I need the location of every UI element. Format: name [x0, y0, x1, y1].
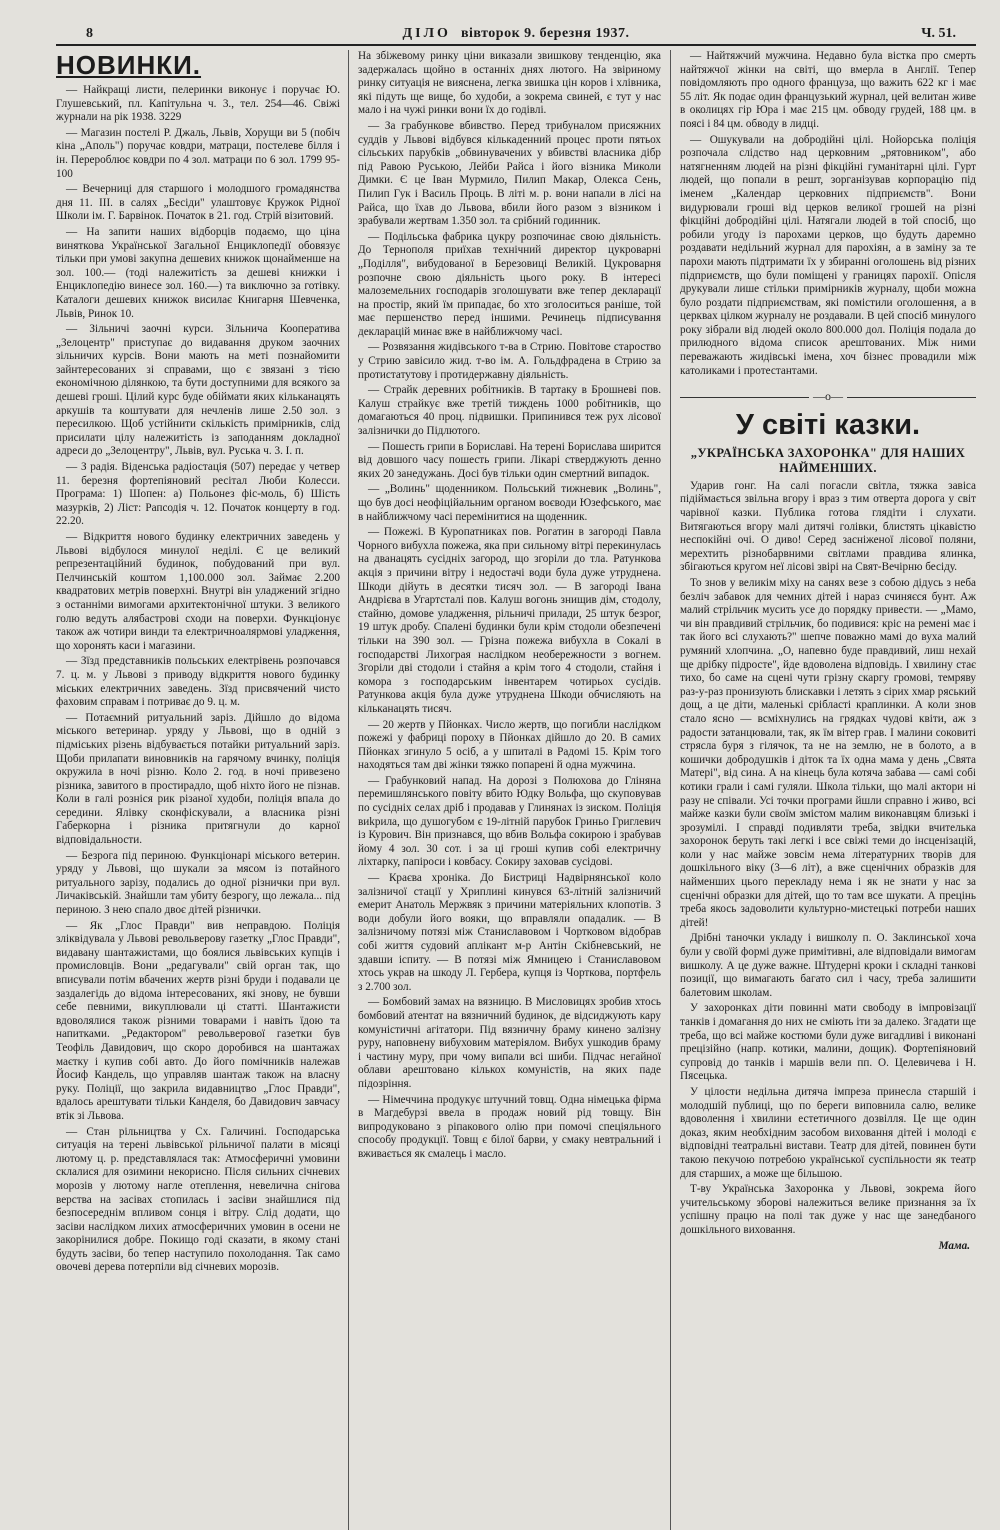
news-item: — За грабункове вбивство. Перед трибуналом присяжних суддів у Львові відбувся кількаденний процес проти пятьох сільських парубків „обвинувачених у вбивстві власника дібр під Равою Руською, Лейби Райса і його візника Миколи Димки. Є це Іван Мурмило, Пилип Макар, Олекса Сень, Пилип Гук і Василь Проць. В літі м. р. вони напали в лісі на Райса, що їхав до Львова, вбили його разом з візником і зрабували жертвам 1.350 зол. та срібний годинник.: [358, 119, 661, 228]
news-item: — Потаємний ритуальний заріз. Дійшло до відома міського ветеринар. уряду у Львові, що в одній з підміських різень відбувається потайки ритуальний заріз. Щоби прилапати виновників на гарячому вчинку, поліція окружила в ночі різню. Коло 2. год. в ночі привезено різника, завитого в простирадло, щоб ніхто його не пізнав. Коли в галі розніся рик різаної худоби, поліція впала до середини. Ялівку сконфіскували, а власника різні Габеркорна і різника притягнули до карної відповідальности.: [56, 711, 340, 847]
news-item: — Відкриття нового будинку електричних заведень у Львові відбулося минулої неділі. Є це великий репрезентаційний будинок, побудований при вул. Пелчинській коштом 1,100.000 зол. Займає 2.200 квадратових метрів поверхні. Внутрі він уладжений згідно з останніми вимогами архитектонічної штуки. З великого голю ведуть алябастрові сходи на поверхи. Функціонує також аж чотири винди та електричноалярмові уладження, що хоронять каси і магазини.: [56, 531, 340, 652]
issue-date: вівторок 9. березня 1937.: [460, 26, 630, 41]
news-item: — Зільничі заочні курси. Зільнича Кооператива „Зелоцентр" приступає до видавання друком заочних зільничих курсів. Вони мають на меті познайомити зайнтересованих зі справами, що є звязані з тією економічною ділянкою, та бути доступними для всякого за дешеві гроші. Цілий курс буде обіймати яких кільканацять аркушів та коштувати для нечленів лише 2.50 зол. з пересилкою. Щоб устійнити скількість примірників, слід присилати цілу належитість із заподанням докладної адреси до „Зелоцентру", Львів, вул. Руська ч. 3. І. п.: [56, 323, 340, 458]
author-signature: Мама.: [938, 1239, 970, 1252]
page-number: 8: [86, 26, 93, 41]
story-paragraph: У захоронках діти повинні мати свободу в імпровізації танків і домагання до них не сміють іти за далеко. Згадати ще треба, що всі майже костюми були дуже вигадливі і виконані прецізійно (напр. котики, малини, дощик). Фортепіяновий супровід до танків і маршів вели пп. О. Целевичева і Н. Пясецька.: [680, 1002, 976, 1083]
masthead: [56, 26, 976, 42]
news-item: — 20 жертв у Пйонках. Число жертв, що погибли наслідком пожежі у фабриці пороху в Пйонках дійшло до 20. В самих Пйонках згинуло 5 осіб, а у шпиталі в Радомі 15. Крім того находяться там дві жінки тяжко попарені й одна мужчина.: [358, 718, 661, 772]
newspaper-title: ДІЛО: [402, 26, 451, 41]
news-item: — Магазин постелі Р. Джаль, Львів, Хорущи ви 5 (побіч кіна „Аполь") поручає ковдри, матраци, постелеве білля і ін. Перероблює ковдри по 4 зол. матраци по 6 зол. 1799 95-100: [56, 126, 340, 180]
story-paragraph: Дрібні таночки укладу і вишколу п. О. Заклинської хоча були у своїй формі дуже примітивні, але відповідали вимогам вишколу. А це дуже важне. Штудерні кроки і складні танкові позиції, що вимагають багато сил і часу, треба залишити балетовим школам.: [680, 932, 976, 999]
news-item: — Найтяжчий мужчина. Недавно була вістка про смерть найтяжчої жінки на світі, що вмерла в Англії. Тепер повідомляють про одного француза, що важить 622 кг і має 55 літ. Як подає один французький журнал, цей велитан живе в околицях гір Юра і має 215 цм. обводу грудей, 188 цм. в поясі і 84 цм. обводу в лидці.: [680, 50, 976, 130]
news-item: — Страйк деревних робітників. В тартаку в Брошневі пов. Калуш страйкує вже третій тиждень 1000 робітників, що домагаються 40 проц. підвишки. Припинився теж рух лісової залізнички до Підлютого.: [358, 384, 661, 438]
story-title: У світі казки.: [735, 408, 921, 441]
section-divider: —o—: [680, 390, 976, 404]
story-paragraph: То знов у великім міху на санях везе з собою дідусь з неба безліч забавок для чемних дітей і нараз счиняєся бунт. Аж малий стрільчик мусить усе до порядку привести. — „Мамо, чи він правдивий стрільчик, бо подивися: кріс на ремені має і так його всі слухають?" шепче поважно мамі до вуха малий румяний хлопчина. „О, напевно буде правдивий, лиш нехай ще дрібку підросте", йде вдоволена відповідь. І хвилину стає тихо, бо саме на сцені чути грізну скаргу громові, темряву раз-у-раз пронизують блискавки і летять з сірих хмар ряський дощ, а це діти, маленькі срібласті краплинки. А коли знов стало ясно — всміхнулись на грядках чудові квіти, аж з радости затанцювали, так, як їм вітер грав. І малини соковиті стрясла буря з гілячок, та не на землю, не в болото, а в кошички добродушків і діток та їх одна мама у день „Свята Матері", від сина. А на кінець була котяча забава — самі собі котики грали і самі гуляли. Школа тільки, що малі актори ні разу не співали. Усі точки програми йшли справно і живо, всі майже казки були своїм змістом малим виконавцям близькі і зрозумілі. І справді подивляти треба, звідки вчителька захоронок беруть такі легкі і все свіжі теми до інсценізацій, коли у нас майже зовсім нема літературних творів для дошкільного віку (3—6 літ), а вже сценічних образків для найменших цього перекладу нема і як не знати у нас за сценічні образки для дітей, що то там все шукати. А прецінь треба якось задоволити культурно-мистецькі потреби наших дітей!: [680, 577, 976, 929]
news-item: — Розвязання жидівського т-ва в Стрию. Повітове староство у Стрию завісило жид. т-во ім. А. Гольдфрадена в Стрию за протистатутову і протидержавну діяльність.: [358, 341, 661, 381]
story-subtitle: „УКРАЇНСЬКА ЗАХОРОНКА" ДЛЯ НАШИХ НАЙМЕНШИХ.: [690, 445, 966, 475]
news-item: — Найкращі листи, пелеринки виконує і поручає Ю. Глушевський, пл. Капітульна ч. 3., тел. 254—46. Свіжі журнали на рік 1938. 3229: [56, 84, 340, 124]
story-paragraph: Т-ву Українська Захоронка у Львові, зокрема його учительському зборові належиться велике признання за їх успішну працю на полі так дуже у нас ще занедбаного дошкільного виховання.: [680, 1183, 976, 1236]
news-item: — Ошукували на добродійні цілі. Нойорська поліція розпочала слідство над церковним „рятовником", або натягненням людей на різні фікційні гуманітарні цілі. Гурт людей, що попали в решт, зорганізував корпорацію під іменем „Календар церковних підприємств". Вони видурювали гроші від церков великої грошей на різні фікційні добродійні цілі. Натягали людей в той спосіб, що робили угоду із парохами церков, що будуть даремно роздавати недільний журнал для парохіян, а в заміну за те парохи мають підтримати їх у збиранні оголошень від різних підприємств, що були поміщені у границях парохії. Опісля друкували лише стільки примірників журналу, щоби можна було роздати підприємствам, які помістили оголошення, а в церквах цілком журналу не роздавали. В цей спосіб минулого року зібрали від людей около 800.000 дол. Поліція подала до прилюдного відома список арештованих. Між ними переважають жидівські імена, хоч бізнес провадили між католиками і протестантами.: [680, 133, 976, 377]
news-item: — Бомбовий замах на вязницю. В Мисловицях зробив хтось бомбовий атентат на вязничний будинок, де відсиджують кару комуністичні агітатори. Під вязничну браму кинено залізну руру, наповнену вибуховим матеріялом. Вибух ушкодив браму і частину муру, при чому випали всі шиби. Підчас негайної облави арештовано кількох комуністів, на яких паде підозріння.: [358, 996, 661, 1090]
column-1: [56, 50, 348, 1530]
section-title: НОВИНКИ.: [56, 50, 202, 80]
news-item: — На запити наших відборців подаємо, що ціна виняткова Української Загальної Енциклопедії обовязує тільки при умові закупна дешевих книжок щонайменше на зол. 100.— (тоді належитість за дешеві книжки і Енциклопедію винесе зол. 160.—) та виключно за готівку. Каталоги дешевих книжок висилає Книгарня Шевченка, Львів, Ринок 10.: [56, 225, 340, 320]
news-item: — Грабунковий напад. На дорозі з Полюхова до Гліняна перемишлянського повіту вбито Юдку Вольфа, що скуповував по сусідніх селах дріб і продавав у Глинянах із зиском. Поліція виkрила, що душогубом є 19-літній парубок Гриньо Григлевич із Курович. Він признався, що вбив Вольфа сокирою і зрабував йому 4 зол. 30 сот. і за ці гроші купив собі електричну ліхтарку, папіроси і ковбасу. Сокиру заховав сусідові.: [358, 774, 661, 869]
news-item: — Пошесть грипи в Бориславі. На терені Борислава ширится від довшого часу пошесть грипи. Лікарі стверджують денно яких 20 занедужань. Досі був тільки один смертний випадок.: [358, 440, 661, 480]
story-paragraph: У цілости недільна дитяча імпреза принесла старшій і молодшій публиці, що по береги виповнила салю, велике вдоволення і хвилини естетичного дозвілля. Це ще один доказ, яким необхідним засобом виховання дітей і молоді є відповідні театральні вистави. Театр для дітей, повинен бути такою пекучою потребою української суспільности як театр для старших, а може ще більшою.: [680, 1085, 976, 1180]
issue-number: Ч. 51.: [921, 26, 956, 41]
story-paragraph: Ударив гонг. На салі погасли світла, тяжка завіса підіймається звільна вгору і враз з тим отверта дорога у світ чарівної казки. Публика готова глядіти і слухати. Витягаються вгору малі дитячі голівки, блистять цікавістю неспокійні очі. О диво! Серед засніженої лісової поляни, мерехтить різнобарвними світлами правдива ялинка, збігаються кругом неї лісові звірі на Свят-Вечірню бесіду.: [680, 479, 976, 574]
columns: [56, 50, 976, 1530]
news-item: — Пожежі. В Куропатниках пов. Рогатин в загороді Павла Чорного вибухла пожежа, яка при сильному вітрі перекинулась на дванацять сусідніх загород, що згоріли до тла. Ратункова акція з причини вітру і недостачі води була дуже утруднена. Шкоди дійуть в десятки тисяч зол. — В загороді Івана Андрієва в Угартсталі пов. Калуш вогонь знищив дім, стодолу, стайню, домове уладження, рільничі прилади, 25 штук безрог, 19 штук дробу. Спалені будинки були крім стодоли обезпечені тільки на 390 зол. — Грізна пожежа вибухла в Сокалі в господарстві Лихограя наслідком необережности з вогнем. Згоріли дві стодоли і стайня а крім того 4 стодоли, стайня і комора з господарським інвентарем чотирьох сусідів. Ратункова акція була дуже утруднена Шкоди обчисляють на кільканацять тисяч.: [358, 526, 661, 715]
news-item: — Зїзд представників польських електрівень розпочався 7. ц. м. у Львові з приводу відкриття нового будинку міських електричних заведень. Зїзд присвячений чисто фаховим справам і потриває до 9. ц. м.: [56, 655, 340, 709]
news-item: — „Волинь" щоденником. Польський тижневик „Волинь", що був досі неофіційальним органом воєводи Юзефського, має в найближчому часі перемінитися на щоденник.: [358, 483, 661, 523]
news-item: — Стан рільництва у Сх. Галичині. Господарська ситуація на терені львівської рільничої палати в місяці лютому ц. р. представлялася так: Атмосферичні умовини склалися для озимини некорисно. Після сильних січневих морозів у лютому нагле отеплення, невелична снігова верства на засівах стопилась і засіви знайшлися під безпосереднім впливом сонця і вітру. Слід додати, що засіви наслідком лихих атмосферичних умовин в осени не закорінилися добре. Покищо годі сказати, в якому стані будуть засіви, бо тепер наступило похолодання. Так само овочеві дерева потерпіли від січневих морозів.: [56, 1125, 340, 1274]
page-header: [56, 26, 976, 46]
news-item: — Як „Глос Правди" вив неправдою. Поліція зліквідувала у Львові револьверову газетку „Глос Правди", видавану шантажистами, що боялися львівських купців і промисловців. Вони „редагували" свій орган так, що вписували потім вбачених жертв різні бруди і подавали це заздалегідь до відома інтересованих, які знову, не бувши себе певними, викуплювали ці статті. Шантажисти вдоволялися також різними товарами і навіть їдою та напитками. „Редактором" револьверової газетки був Теофіль Давидович, що скоро доробився на шантажах маєтку і купив собі авто. До його помічників належав Йосиф Кандель, що управляв шантаж також на власну руку. Поліції, що закрила видавництво „Глос Правди", вдалось арештувати тільки Канделя, бо Давидович завчасу втік зі Львова.: [56, 919, 340, 1122]
column-3: [670, 50, 976, 1530]
column-2: [348, 50, 670, 1530]
news-item: — Вечерниці для старшого і молодшого громадянства дня 11. III. в салях „Бесіди" улаштовує Кружок Рідної Школи ім. Г. Барвінок. Початок в 21. год. Стрій візитовий.: [56, 183, 340, 223]
news-item: На збіжевому ринку ціни виказали звишкову тенденцію, яка задержалась щойно в останніх днях лютого. На звіриному ринку ситуація не вияснена, легка звишка цін коров і хлівника, які підуть ще вище, бо худоби, а зокрема свиней, є тут у нас мало і на чужі ринки вони їх до годівлі.: [358, 50, 661, 117]
news-item: — Краєва хроніка. До Бистриці Надвірнянської коло залізничої стації у Хриплині кинувся 63-літній залізничий емерит Анатоль Мержвяк з причини матеріяльних клопотів. З води добули його вояки, що вправляли опадалик. — В залізничому потязі між Станиславовом і Чортковом відобрав собі життя судовий аплікант м-р Антін Скібневський, не здавши іспиту. — В потязі між Ямницею і Станиславовом хтось украв на шкоду Л. Гербера, купця із Чорткова, портфель з 2.700 зол.: [358, 872, 661, 993]
news-item: — З радія. Віденська радіостація (507) передає у четвер 11. березня фортепіяновий ресітал Люби Колесси. Програма: 1) Шопен: а) Польонез фіс-моль, б) Шість мазурків, 2) Ліст: Рапсодія ч. 12. Початок концерту в год. 22.20.: [56, 461, 340, 528]
news-item: — Подільська фабрика цукру розпочинає свою діяльність. До Тернополя приїхав технічний директор цукроварні „Поділля", вибудованої в Березовиці Великій. Цукроварня розпочне свою діяльність цього року. В інтересі малоземельних господарів зголошувати вже тепер декларації на простір, який їм припадає, бо хто зголоситься раніше, той має першенство перед іншими. Речинець підписування декларацій минає вже в найближчому часі.: [358, 230, 661, 338]
news-item: — Німеччина продукує штучний товщ. Одна німецька фірма в Магдебурзі ввела в продаж новий рід товщу. Він випродуковано з ріпакового олію при помочі спеціяльного способу продукції. Товщ є білої барви, у смаку невтральний і вживається як смалець і масло.: [358, 1093, 661, 1160]
news-item: — Безрога під периною. Функціонарі міського ветерин. уряду у Львові, що шукали за мясом із потайного ритуального зарізу, подались до одної різнички при вул. Личаківській. Знайшли там убиту безрогу, що лежала... під периною. З нею спало двоє дітей різнички.: [56, 849, 340, 917]
